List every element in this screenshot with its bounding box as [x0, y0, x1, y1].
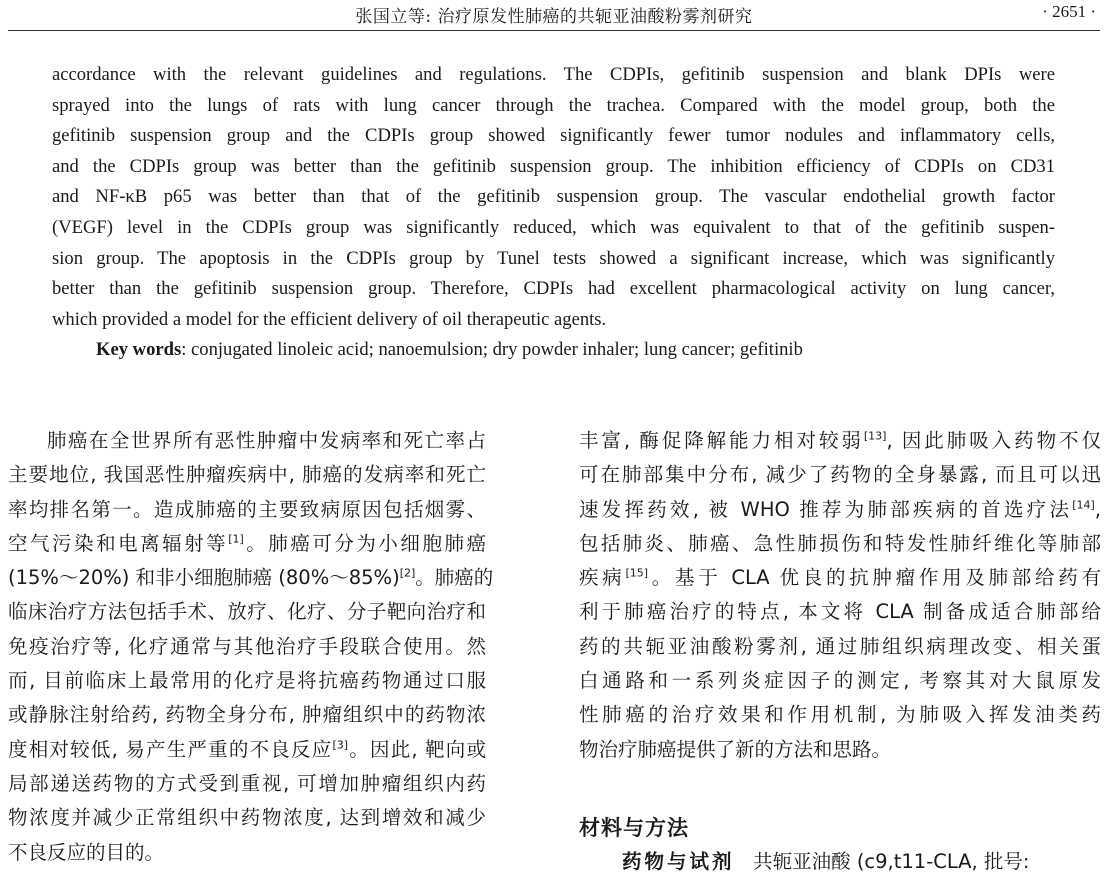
line-text: 主要地位, 我国恶性肿瘤疾病中, 肺癌的发病率和死亡 [8, 463, 486, 487]
line-text: 或静脉注射给药, 药物全身分布, 肿瘤组织中的药物浓 [8, 703, 486, 727]
citation-ref: [13] [863, 429, 887, 443]
body-line [579, 630, 1101, 664]
line-text: 可在肺部集中分布, 减少了药物的全身暴露, 而且可以迅 [579, 463, 1101, 487]
body-line [8, 595, 486, 629]
body-line [579, 493, 1101, 527]
left-column [8, 424, 494, 870]
line-text: 丰富, 酶促降解能力相对较弱 [579, 429, 864, 452]
subsection-heading: 药物与试剂 [622, 850, 735, 873]
citation-ref: [1] [228, 532, 244, 546]
line-text: 速发挥药效, 被 WHO 推荐为肺部疾病的首选疗法 [579, 497, 1073, 521]
abstract-line: sprayed into the lungs of rats with lung cancer through the trachea. Compared with the model group, both the [52, 94, 1055, 116]
line-text: 物治疗肺癌提供了新的方法和思路。 [579, 737, 892, 761]
abstract-line: accordance with the relevant guidelines and regulations. The CDPIs, gefitinib suspension and blank DPIs were [52, 64, 1055, 85]
body-line [8, 801, 486, 835]
body-line [8, 630, 486, 664]
line-text: 。肺癌可分为小细胞肺癌 [243, 531, 486, 555]
line-text: 局部递送药物的方式受到重视, 可增加肿瘤组织内药 [8, 771, 486, 795]
keywords-text: : conjugated linoleic acid; nanoemulsion; dry powder inhaler; lung cancer; gefitinib [181, 339, 803, 360]
body-line [579, 527, 1101, 561]
body-line [8, 733, 486, 767]
body-line [8, 493, 486, 527]
body-line [579, 595, 1101, 629]
subsection-text: 共轭亚油酸 (c9,t11-CLA, 批号: [753, 850, 1030, 873]
line-text: , [1094, 497, 1101, 521]
running-header [8, 0, 1100, 31]
abstract-line: gefitinib suspension group and the CDPIs group showed significantly fewer tumor nodules and inflammatory cells, [52, 125, 1055, 147]
line-text: 肺癌在全世界所有恶性肿瘤中发病率和死亡率占 [47, 429, 486, 452]
citation-ref: [15] [625, 566, 649, 580]
body-line [8, 527, 486, 561]
line-text: 而, 目前临床上最常用的化疗是将抗癌药物通过口服 [8, 669, 486, 693]
line-text: 性肺癌的治疗效果和作用机制, 为肺吸入挥发油类药 [579, 703, 1101, 727]
body-line [8, 458, 486, 492]
body-line [8, 424, 486, 458]
citation-ref: [14] [1072, 498, 1095, 512]
body-line [8, 836, 486, 870]
abstract-line: better than the gefitinib suspension group. Therefore, CDPIs had excellent pharmacological activity on lung cancer, [52, 278, 1055, 300]
line-text: 药的共轭亚油酸粉雾剂, 通过肺组织病理改变、相关蛋 [579, 634, 1101, 658]
page-number: · 2651 · [1042, 2, 1096, 21]
body-line [8, 561, 494, 595]
line-text: 度相对较低, 易产生严重的不良反应 [8, 737, 333, 761]
subsection-paragraph [622, 846, 1102, 874]
abstract-line: sion group. The apoptosis in the CDPIs group by Tunel tests showed a significant increase, which was significantly [52, 247, 1055, 269]
line-text: , 因此肺吸入药物不仅 [886, 429, 1101, 452]
body-line [8, 664, 486, 698]
body-line [579, 733, 1101, 767]
abstract-line: and the CDPIs group was better than the gefitinib suspension group. The inhibition efficiency of CDPIs on CD31 [52, 155, 1055, 177]
abstract-text [52, 60, 1055, 335]
line-text: 白通路和一系列炎症因子的测定, 考察其对大鼠原发 [579, 669, 1101, 693]
line-text: 率均排名第一。造成肺癌的主要致病原因包括烟雾、 [8, 497, 486, 521]
right-column [579, 424, 1101, 767]
citation-ref: [3] [332, 738, 349, 752]
line-text: 。因此, 靶向或 [348, 737, 486, 761]
body-line [579, 424, 1101, 458]
keywords-label: Key words [96, 339, 182, 360]
line-text: 临床治疗方法包括手术、放疗、化疗、分子靶向治疗和 [8, 600, 486, 624]
abstract-line: (VEGF) level in the CDPIs group was significantly reduced, which was equivalent to that of the gefitinib suspen- [52, 216, 1055, 238]
body-line [8, 767, 486, 801]
line-text: 包括肺炎、肺癌、急性肺损伤和特发性肺纤维化等肺部 [579, 531, 1101, 555]
line-text: 。肺癌的 [415, 566, 494, 590]
line-text: 免疫治疗等, 化疗通常与其他治疗手段联合使用。然 [8, 634, 486, 658]
section-heading: 材料与方法 [579, 816, 689, 840]
line-text: 。基于 CLA 优良的抗肿瘤作用及肺部给药有 [648, 566, 1101, 590]
line-text: 疾病 [579, 566, 626, 590]
body-line [579, 561, 1101, 595]
body-line [579, 664, 1101, 698]
abstract-line: and NF-κB p65 was better than that of the gefitinib suspension group. The vascular endothelial growth factor [52, 186, 1055, 208]
line-text: 不良反应的目的。 [8, 840, 165, 864]
citation-ref: [2] [399, 566, 416, 580]
abstract-line: which provided a model for the efficient delivery of oil therapeutic agents. [52, 308, 607, 330]
body-line [579, 698, 1101, 732]
keywords [96, 335, 803, 365]
line-text: (15%～20%) 和非小细胞肺癌 (80%～85%) [8, 566, 400, 590]
running-title: 张国立等: 治疗原发性肺癌的共轭亚油酸粉雾剂研究 [355, 7, 753, 27]
line-text: 利于肺癌治疗的特点, 本文将 CLA 制备成适合肺部给 [579, 600, 1101, 624]
body-line [8, 698, 486, 732]
body-line [579, 458, 1101, 492]
line-text: 物浓度并减少正常组织中药物浓度, 达到增效和减少 [8, 806, 486, 830]
line-text: 空气污染和电离辐射等 [8, 531, 229, 555]
